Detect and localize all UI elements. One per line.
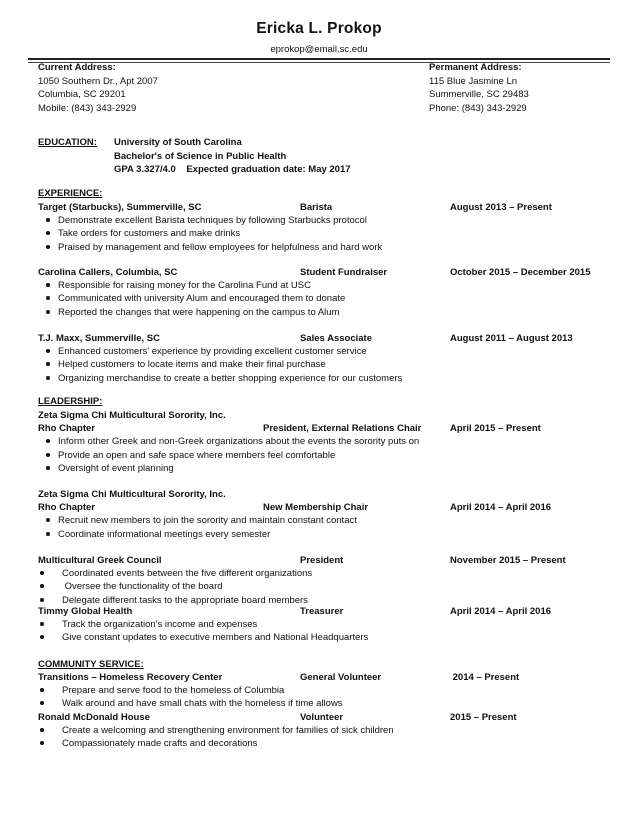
bullet-item: Prepare and serve food to the homeless of Columbia [38,684,608,697]
entry-bullets [38,279,608,319]
entry-header [38,422,608,435]
entry-title: Volunteer [300,712,344,723]
entry-dates: 2014 – Present [450,672,520,683]
education-gpa: GPA 3.327/4.0 Expected graduation date: May 2017 [114,164,351,175]
entry-org: Multicultural Greek Council [38,555,162,566]
entry-org: Ronald McDonald House [38,712,150,723]
bullet-item: Track the organization's income and expenses [38,618,608,631]
entry-org: T.J. Maxx, Summerville, SC [38,333,160,344]
bullet-item: Create a welcoming and strengthening environment for families of sick children [38,724,608,737]
entry-org-name: Zeta Sigma Chi Multicultural Sorority, Inc. [38,489,226,500]
current-address-line2: Columbia, SC 29201 [38,89,126,100]
bullet-item: Give constant updates to executive members and National Headquarters [38,631,608,644]
bullet-dot-icon [40,728,44,732]
entry-bullets [38,724,608,750]
bullet-item: Oversee the functionality of the board [38,580,608,593]
bullet-dot-icon [46,349,50,353]
bullet-dot-icon [46,362,50,366]
entry-title: Treasurer [300,606,344,617]
bullet-item: Inform other Greek and non-Greek organizations about the events the sorority puts on [38,435,608,448]
permanent-address-line2: Summerville, SC 29483 [429,89,529,100]
bullet-dot-icon [46,453,50,457]
bullet-item: Provide an open and safe space where members feel comfortable [38,449,608,462]
experience-entry-carolina-callers [38,266,608,319]
bullet-item: Compassionately made crafts and decorations [38,737,608,750]
bullet-item: Enhanced customers' experience by providing excellent customer service [38,345,608,358]
entry-dates: October 2015 – December 2015 [450,267,591,278]
experience-entry-tj-maxx [38,332,608,385]
education-degree: Bachelor's of Science in Public Health [114,150,287,162]
entry-title: Barista [300,202,333,213]
bullet-dot-icon [46,231,50,235]
bullet-dot-icon [46,283,50,287]
entry-bullets [38,514,608,540]
bullet-dot-icon [40,584,44,588]
education-heading: EDUCATION: [38,137,97,148]
bullet-item: Communicated with university Alum and encouraged them to donate [38,292,608,305]
entry-header [38,266,608,279]
current-address-line1: 1050 Southern Dr., Apt 2007 [38,75,158,87]
permanent-address-phone: Phone: (843) 343-2929 [429,102,527,114]
entry-title: President, External Relations Chair [263,423,422,435]
bullet-item: Recruit new members to join the sorority and maintain constant contact [38,514,608,527]
entry-title: Sales Associate [300,333,372,344]
entry-header [38,554,608,567]
entry-header [38,501,608,514]
entry-org: Carolina Callers, Columbia, SC [38,267,178,278]
entry-dates: 2015 – Present [450,712,517,723]
entry-header [38,671,608,684]
entry-header [38,332,608,345]
entry-bullets [38,345,608,385]
entry-title: New Membership Chair [263,502,369,514]
current-address-phone: Mobile: (843) 343-2929 [38,102,137,114]
entry-org-name: Zeta Sigma Chi Multicultural Sorority, Inc. [38,410,226,421]
entry-title: General Volunteer [300,672,382,683]
bullet-item: Coordinate informational meetings every semester [38,528,608,541]
entry-header [38,201,608,214]
bullet-dot-icon [40,688,44,692]
bullet-dot-icon [46,466,50,470]
bullet-item: Helped customers to locate items and make their final purchase [38,358,608,371]
bullet-dot-icon [40,598,44,602]
bullet-item: Walk around and have small chats with the homeless if time allows [38,697,608,710]
bullet-dot-icon [46,518,50,522]
entry-bullets [38,214,608,254]
entry-dates: November 2015 – Present [450,555,566,566]
bullet-dot-icon [40,622,44,626]
bullet-item: Organizing merchandise to create a better shopping experience for our customers [38,372,608,385]
entry-bullets [38,435,608,475]
entry-title: President [300,555,344,566]
entry-bullets [38,684,608,710]
bullet-item: Responsible for raising money for the Carolina Fund at USC [38,279,608,292]
entry-title: Student Fundraiser [300,267,388,278]
education-details [114,136,351,177]
bullet-item: Delegate different tasks to the appropriate board members [38,594,608,607]
bullet-dot-icon [46,532,50,536]
resume-name: Ericka L. Prokop [256,20,382,37]
leadership-entry-zeta-president [38,409,608,475]
permanent-address-heading: Permanent Address: [429,62,522,73]
bullet-item: Praised by management and fellow employees for helpfulness and hard work [38,241,608,254]
bullet-dot-icon [40,701,44,705]
entry-org: Rho Chapter [38,423,95,435]
bullet-item: Oversight of event planning [38,462,608,475]
community-entry-ronald-mcdonald [38,711,608,751]
header-divider-thick [28,58,610,60]
bullet-dot-icon [46,310,50,314]
leadership-entry-timmy [38,605,608,645]
entry-org: Rho Chapter [38,502,95,514]
current-address-heading: Current Address: [38,62,116,73]
education-school: University of South Carolina [114,137,242,148]
entry-org: Target (Starbucks), Summerville, SC [38,202,202,213]
entry-org-line [38,488,608,501]
community-service-heading: COMMUNITY SERVICE: [38,659,144,670]
bullet-item: Take orders for customers and make drinks [38,227,608,240]
bullet-dot-icon [40,741,44,745]
bullet-dot-icon [46,218,50,222]
experience-heading: EXPERIENCE: [38,188,103,199]
entry-header [38,711,608,724]
leadership-entry-mgc [38,554,608,607]
bullet-item: Demonstrate excellent Barista techniques by following Starbucks protocol [38,214,608,227]
bullet-dot-icon [46,245,50,249]
community-entry-transitions [38,671,608,711]
bullet-dot-icon [40,635,44,639]
entry-bullets [38,567,608,607]
bullet-dot-icon [46,296,50,300]
entry-org-line [38,409,608,422]
bullet-item: Coordinated events between the five different organizations [38,567,608,580]
leadership-heading: LEADERSHIP: [38,396,103,407]
entry-dates: April 2015 – Present [450,423,541,435]
entry-dates: April 2014 – April 2016 [450,606,552,617]
entry-org: Transitions – Homeless Recovery Center [38,672,223,683]
bullet-dot-icon [46,376,50,380]
bullet-dot-icon [46,439,50,443]
entry-bullets [38,618,608,644]
permanent-address-block [429,61,529,115]
entry-dates: August 2011 – August 2013 [450,333,573,344]
bullet-dot-icon [40,571,44,575]
experience-entry-target [38,201,608,254]
current-address-block [38,61,158,115]
permanent-address-line1: 115 Blue Jasmine Ln [429,75,518,87]
bullet-item: Reported the changes that were happening on the campus to Alum [38,306,608,319]
entry-org: Timmy Global Health [38,606,133,617]
entry-dates: August 2013 – Present [450,202,552,213]
entry-dates: April 2014 – April 2016 [450,502,552,514]
entry-header [38,605,608,618]
resume-email[interactable]: eprokop@email.sc.edu [270,44,368,55]
leadership-entry-zeta-membership [38,488,608,541]
